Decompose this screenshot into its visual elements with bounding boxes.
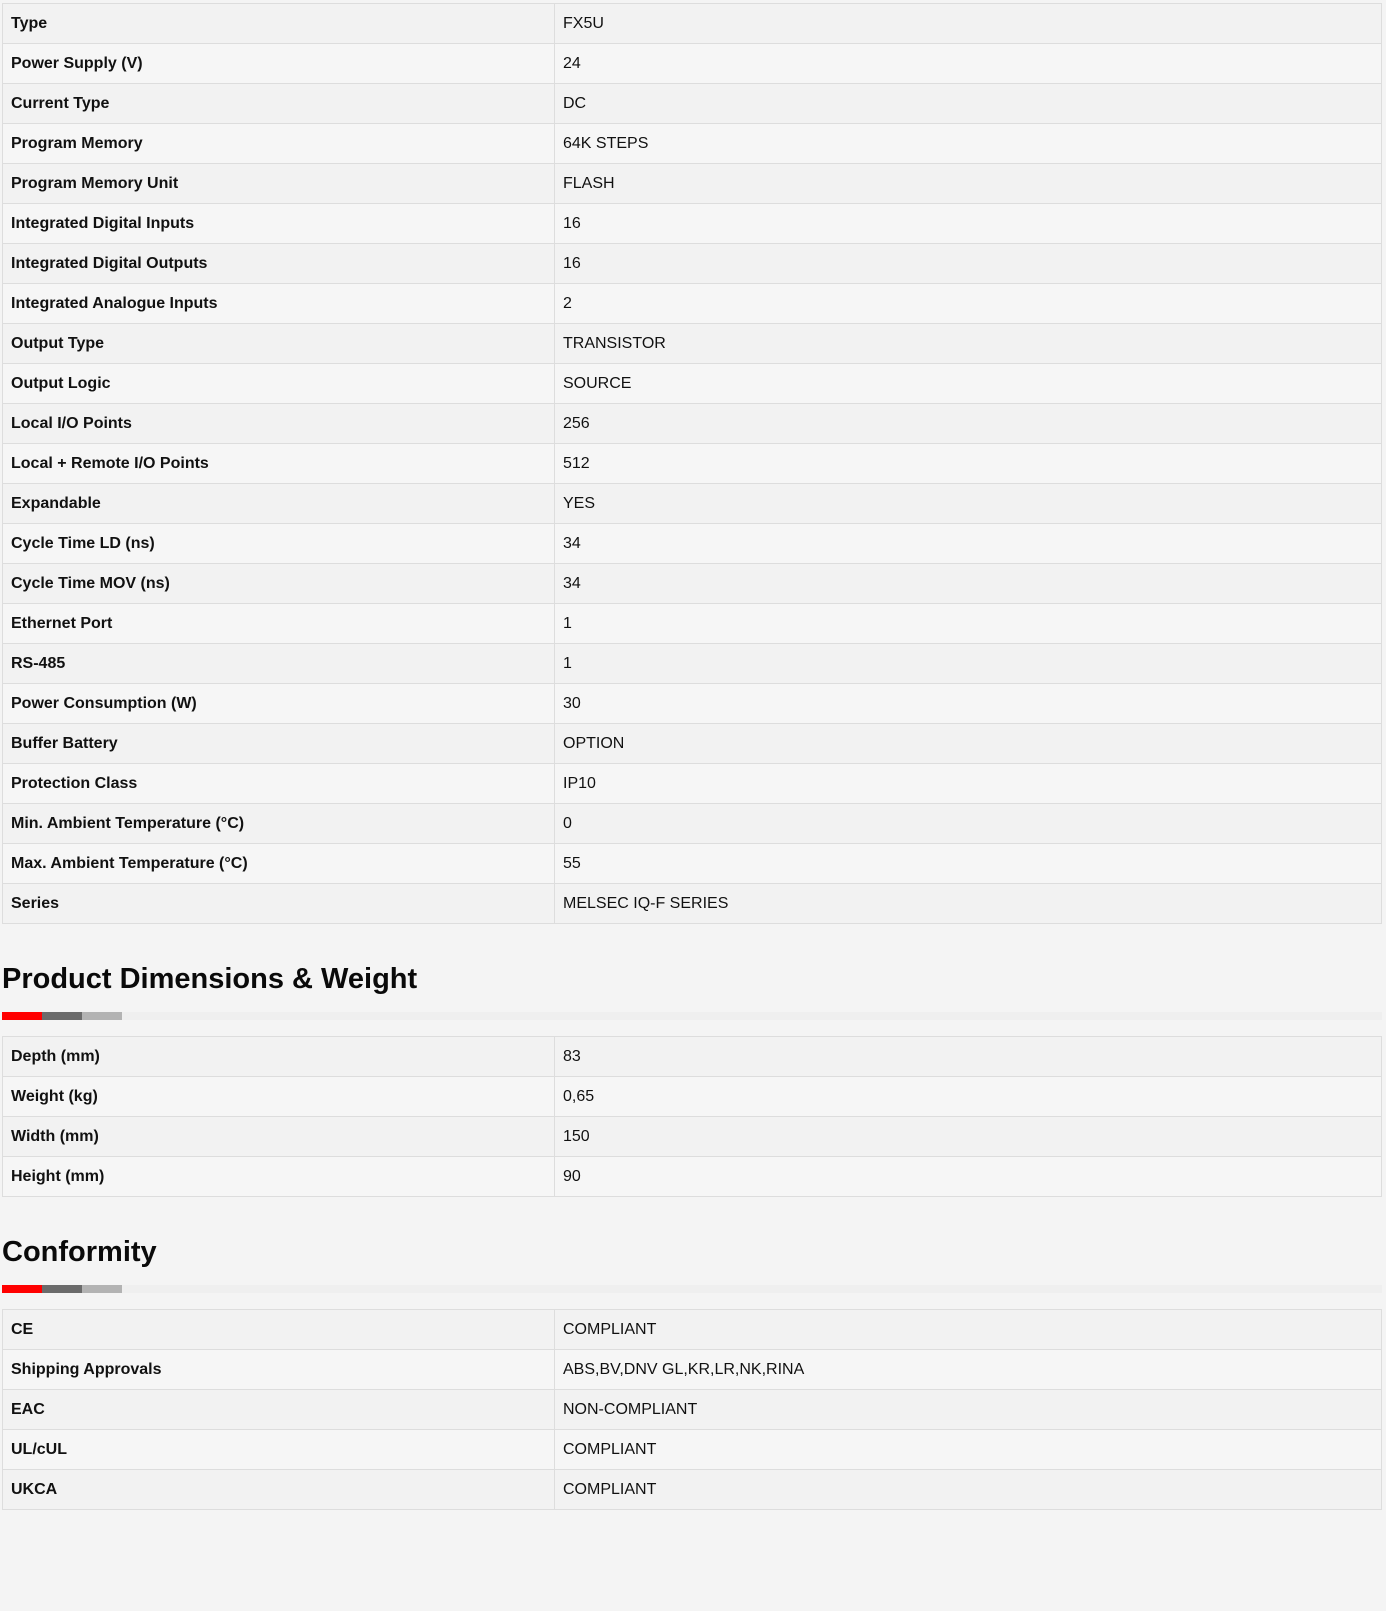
table-row bbox=[3, 644, 1382, 684]
spec-label-local-remote-io: Local + Remote I/O Points bbox=[3, 444, 555, 484]
spec-label-program-memory: Program Memory bbox=[3, 124, 555, 164]
underline-red-segment bbox=[2, 1285, 42, 1293]
dim-label-depth: Depth (mm) bbox=[3, 1037, 555, 1077]
conf-value-shipping-approvals: ABS,BV,DNV GL,KR,LR,NK,RINA bbox=[555, 1350, 1382, 1390]
spec-value-analogue-inputs: 2 bbox=[555, 284, 1382, 324]
spec-value-output-type: TRANSISTOR bbox=[555, 324, 1382, 364]
table-row bbox=[3, 484, 1382, 524]
conf-label-ce: CE bbox=[3, 1310, 555, 1350]
spec-label-power-consumption: Power Consumption (W) bbox=[3, 684, 555, 724]
table-row bbox=[3, 1350, 1382, 1390]
dimensions-table bbox=[2, 1036, 1382, 1197]
spec-value-local-io: 256 bbox=[555, 404, 1382, 444]
spec-value-power-supply: 24 bbox=[555, 44, 1382, 84]
spec-value-ethernet-port: 1 bbox=[555, 604, 1382, 644]
technical-specs-table bbox=[2, 3, 1382, 924]
table-row bbox=[3, 404, 1382, 444]
table-row bbox=[3, 1470, 1382, 1510]
spec-value-output-logic: SOURCE bbox=[555, 364, 1382, 404]
table-row bbox=[3, 324, 1382, 364]
dim-value-width: 150 bbox=[555, 1117, 1382, 1157]
spec-label-digital-outputs: Integrated Digital Outputs bbox=[3, 244, 555, 284]
spec-label-type: Type bbox=[3, 4, 555, 44]
spec-label-local-io: Local I/O Points bbox=[3, 404, 555, 444]
dim-value-depth: 83 bbox=[555, 1037, 1382, 1077]
conformity-title-underline bbox=[2, 1285, 1382, 1293]
spec-value-program-memory: 64K STEPS bbox=[555, 124, 1382, 164]
dim-label-weight: Weight (kg) bbox=[3, 1077, 555, 1117]
spec-label-rs485: RS-485 bbox=[3, 644, 555, 684]
table-row bbox=[3, 804, 1382, 844]
table-row bbox=[3, 684, 1382, 724]
spec-label-max-temp: Max. Ambient Temperature (°C) bbox=[3, 844, 555, 884]
conf-value-eac: NON-COMPLIANT bbox=[555, 1390, 1382, 1430]
conf-value-ul-cul: COMPLIANT bbox=[555, 1430, 1382, 1470]
table-row bbox=[3, 724, 1382, 764]
underline-dark-segment bbox=[42, 1012, 82, 1020]
spec-label-min-temp: Min. Ambient Temperature (°C) bbox=[3, 804, 555, 844]
spec-value-rs485: 1 bbox=[555, 644, 1382, 684]
product-spec-page bbox=[2, 3, 1382, 1510]
spec-value-current-type: DC bbox=[555, 84, 1382, 124]
dimensions-title-underline bbox=[2, 1012, 1382, 1020]
table-row bbox=[3, 244, 1382, 284]
spec-label-cycle-time-ld: Cycle Time LD (ns) bbox=[3, 524, 555, 564]
table-row bbox=[3, 604, 1382, 644]
table-row bbox=[3, 1430, 1382, 1470]
table-row bbox=[3, 124, 1382, 164]
table-row bbox=[3, 564, 1382, 604]
spec-value-protection-class: IP10 bbox=[555, 764, 1382, 804]
spec-label-ethernet-port: Ethernet Port bbox=[3, 604, 555, 644]
spec-value-digital-outputs: 16 bbox=[555, 244, 1382, 284]
conf-label-eac: EAC bbox=[3, 1390, 555, 1430]
conf-label-ukca: UKCA bbox=[3, 1470, 555, 1510]
table-row bbox=[3, 844, 1382, 884]
spec-value-expandable: YES bbox=[555, 484, 1382, 524]
underline-dark-segment bbox=[42, 1285, 82, 1293]
conformity-section-title: Conformity bbox=[2, 1236, 157, 1268]
spec-label-power-supply: Power Supply (V) bbox=[3, 44, 555, 84]
spec-label-current-type: Current Type bbox=[3, 84, 555, 124]
dimensions-section-title: Product Dimensions & Weight bbox=[2, 963, 418, 995]
spec-value-power-consumption: 30 bbox=[555, 684, 1382, 724]
underline-light-segment bbox=[82, 1285, 122, 1293]
spec-label-digital-inputs: Integrated Digital Inputs bbox=[3, 204, 555, 244]
table-row bbox=[3, 764, 1382, 804]
table-row bbox=[3, 364, 1382, 404]
spec-value-type: FX5U bbox=[555, 4, 1382, 44]
spec-value-program-memory-unit: FLASH bbox=[555, 164, 1382, 204]
table-row bbox=[3, 44, 1382, 84]
table-row bbox=[3, 1037, 1382, 1077]
table-row bbox=[3, 524, 1382, 564]
table-row bbox=[3, 1390, 1382, 1430]
conf-value-ce: COMPLIANT bbox=[555, 1310, 1382, 1350]
table-row bbox=[3, 1117, 1382, 1157]
spec-label-buffer-battery: Buffer Battery bbox=[3, 724, 555, 764]
spec-label-analogue-inputs: Integrated Analogue Inputs bbox=[3, 284, 555, 324]
table-row bbox=[3, 284, 1382, 324]
table-row bbox=[3, 1310, 1382, 1350]
spec-label-protection-class: Protection Class bbox=[3, 764, 555, 804]
spec-label-cycle-time-mov: Cycle Time MOV (ns) bbox=[3, 564, 555, 604]
table-row bbox=[3, 84, 1382, 124]
dim-value-weight: 0,65 bbox=[555, 1077, 1382, 1117]
conf-value-ukca: COMPLIANT bbox=[555, 1470, 1382, 1510]
table-row bbox=[3, 884, 1382, 924]
table-row bbox=[3, 204, 1382, 244]
spec-value-local-remote-io: 512 bbox=[555, 444, 1382, 484]
dim-label-height: Height (mm) bbox=[3, 1157, 555, 1197]
conformity-table bbox=[2, 1309, 1382, 1510]
spec-value-min-temp: 0 bbox=[555, 804, 1382, 844]
spec-value-digital-inputs: 16 bbox=[555, 204, 1382, 244]
spec-label-program-memory-unit: Program Memory Unit bbox=[3, 164, 555, 204]
conf-label-shipping-approvals: Shipping Approvals bbox=[3, 1350, 555, 1390]
underline-light-segment bbox=[82, 1012, 122, 1020]
underline-red-segment bbox=[2, 1012, 42, 1020]
table-row bbox=[3, 4, 1382, 44]
spec-value-buffer-battery: OPTION bbox=[555, 724, 1382, 764]
dim-value-height: 90 bbox=[555, 1157, 1382, 1197]
table-row bbox=[3, 164, 1382, 204]
table-row bbox=[3, 444, 1382, 484]
spec-value-max-temp: 55 bbox=[555, 844, 1382, 884]
dim-label-width: Width (mm) bbox=[3, 1117, 555, 1157]
conf-label-ul-cul: UL/cUL bbox=[3, 1430, 555, 1470]
spec-label-expandable: Expandable bbox=[3, 484, 555, 524]
spec-label-series: Series bbox=[3, 884, 555, 924]
spec-label-output-type: Output Type bbox=[3, 324, 555, 364]
table-row bbox=[3, 1077, 1382, 1117]
spec-value-cycle-time-ld: 34 bbox=[555, 524, 1382, 564]
table-row bbox=[3, 1157, 1382, 1197]
spec-label-output-logic: Output Logic bbox=[3, 364, 555, 404]
spec-value-series: MELSEC IQ-F SERIES bbox=[555, 884, 1382, 924]
spec-value-cycle-time-mov: 34 bbox=[555, 564, 1382, 604]
